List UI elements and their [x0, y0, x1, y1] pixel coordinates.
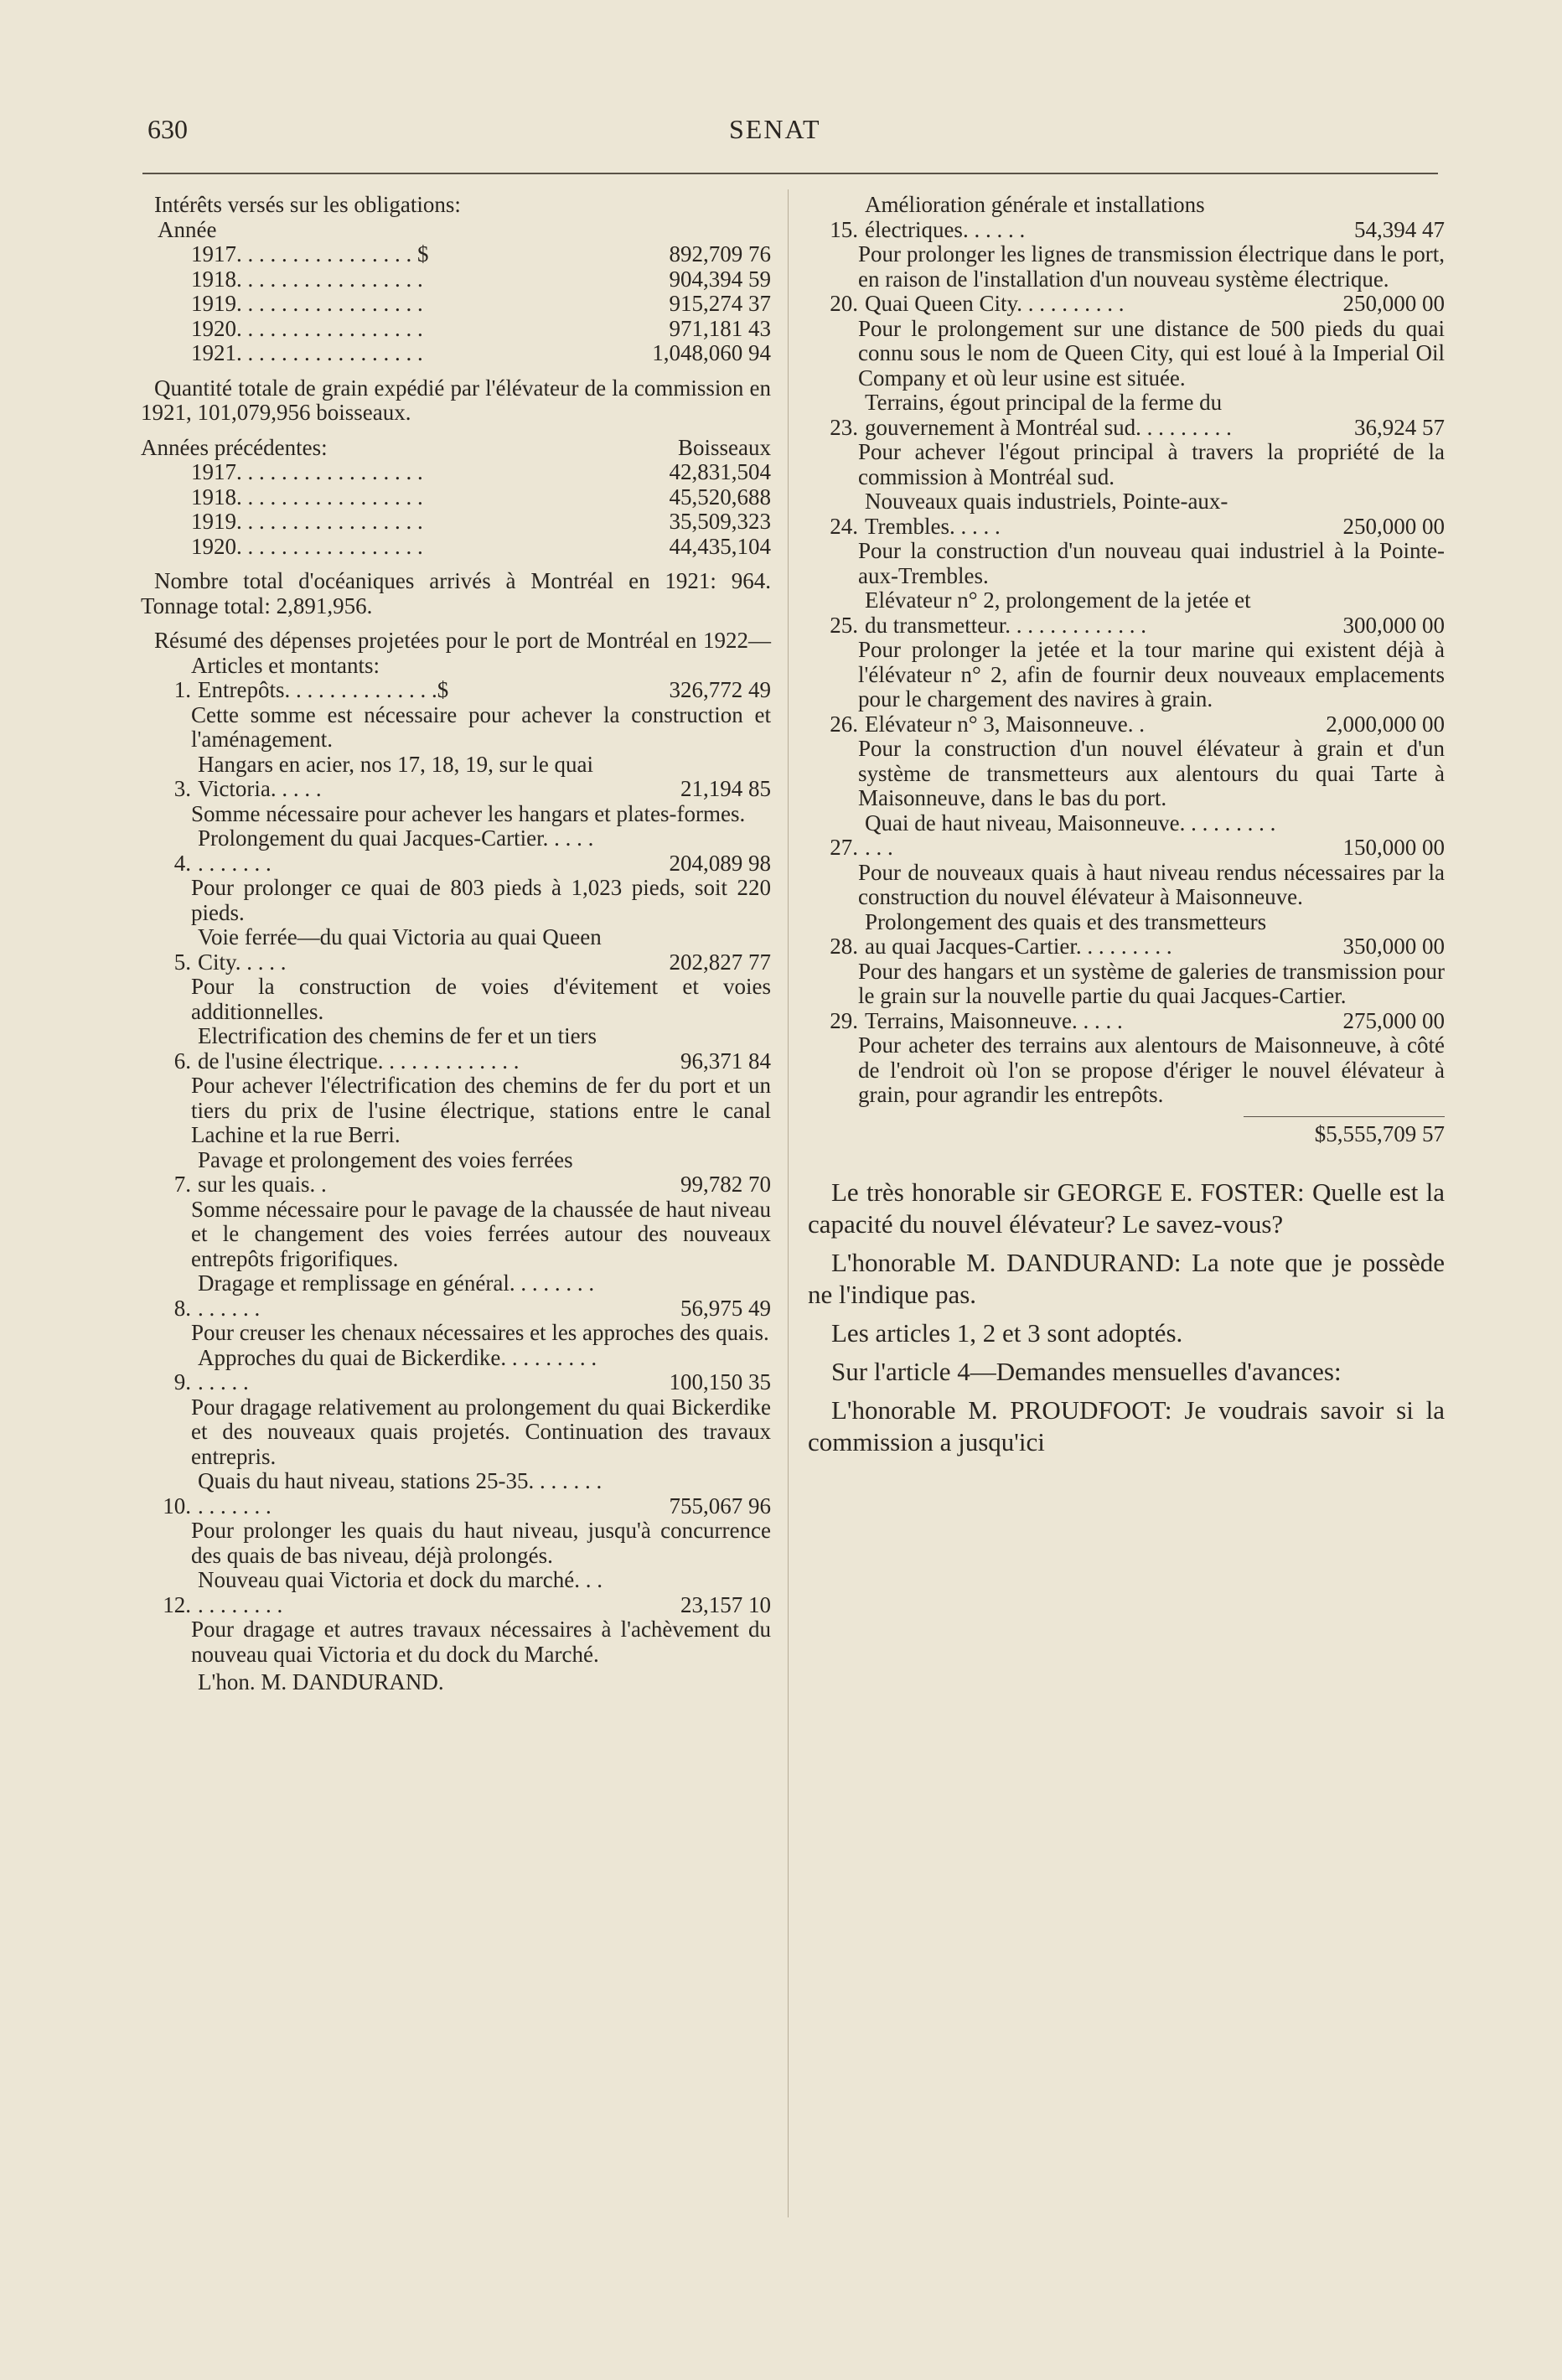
item-description: Pour achever l'électrification des chemins de fer du port et un tiers du prix de l'usine électrique, stations entre le canal Lachine et la rue Berri.: [191, 1073, 771, 1147]
table-row: 1918. . . . . . . . . . . . . . . . . 45,520,688: [191, 484, 771, 510]
list-item: 25. Elévateur n° 2, prolongement de la jetée et du transmetteur. . . . . . . . . . . . . 300,000 00: [830, 587, 1445, 638]
debate-paragraph: L'honorable M. DANDURAND: La note que je possède ne l'indique pas.: [808, 1248, 1445, 1309]
table-row: 1919. . . . . . . . . . . . . . . . . 915,274 37: [191, 291, 771, 316]
list-item: 15. Amélioration générale et installations électriques. . . . . . 54,394 47: [830, 192, 1445, 242]
table-row: 1918. . . . . . . . . . . . . . . . . 904,394 59: [191, 266, 771, 292]
column-divider: [788, 189, 789, 2217]
item-description: Pour achever l'égout principal à travers la propriété de la commission à Montréal sud.: [858, 439, 1445, 489]
item-description: Pour la construction d'un nouvel élévateur à grain et d'un système de transmetteurs aux alentours du quai Tarte à Maisonneuve, dans le bas du port.: [858, 736, 1445, 810]
table-row: 1919. . . . . . . . . . . . . . . . . 35,509,323: [191, 509, 771, 534]
header-rule: [142, 173, 1438, 174]
list-item: 8. Dragage et remplissage en général. . . . . . . . . . . . . . 56,975 49: [173, 1270, 771, 1321]
list-item: 7. Pavage et prolongement des voies ferrées sur les quais. . 99,782 70: [173, 1146, 771, 1197]
item-description: Pour creuser les chenaux nécessaires et les approches des quais.: [191, 1320, 769, 1345]
debate-paragraph: L'honorable M. PROUDFOOT: Je voudrais savoir si la commission a jusqu'ici: [808, 1395, 1445, 1456]
page-number: 630: [147, 114, 188, 144]
item-description: Somme nécessaire pour le pavage de la chaussée de haut niveau et le changement des voies ferrées autour des nouveaux entrepôts frigorifiques.: [191, 1196, 771, 1271]
item-description: Pour dragage relativement au prolongement du quai Bickerdike et des nouveaux quais projetés. Continuation des travaux entrepris.: [191, 1394, 771, 1469]
grain-header: Années précédentes: Boisseaux: [141, 434, 771, 460]
left-column: [141, 193, 771, 1695]
list-item: 12. Nouveau quai Victoria et dock du marché. . . . . . . . . . . 23,157 10: [163, 1567, 771, 1617]
grain-table: [141, 460, 771, 559]
list-item: 23. Terrains, égout principal de la ferme du gouvernement à Montréal sud. . . . . . . . . 36,924 57: [830, 390, 1445, 440]
item-description: Pour la construction d'un nouveau quai industriel à la Pointe-aux-Trembles.: [858, 538, 1445, 588]
list-item: 4. Prolongement du quai Jacques-Cartier. . . . . . . . . . . . 204,089 98: [173, 825, 771, 876]
list-item: 20. Quai Queen City. . . . . . . . . . 250,000 00: [830, 291, 1445, 316]
right-items: [808, 193, 1445, 1108]
item-description: Pour prolonger ce quai de 803 pieds à 1,023 pieds, soit 220 pieds.: [191, 875, 771, 925]
debate-paragraph: Le très honorable sir GEORGE E. FOSTER: Quelle est la capacité du nouvel élévateur? Le savez-vous?: [808, 1177, 1445, 1239]
table-row: 1920. . . . . . . . . . . . . . . . . 971,181 43: [191, 315, 771, 341]
year-label: Année: [158, 216, 217, 242]
item-description: Pour de nouveaux quais à haut niveau rendus nécessaires par la construction du nouvel élévateur à Maisonneuve.: [858, 859, 1445, 909]
item-description: Somme nécessaire pour achever les hangars et plates-formes.: [191, 800, 746, 826]
grand-total: $5,555,709 57: [1314, 1120, 1445, 1146]
list-item: 27. Quai de haut niveau, Maisonneuve. . . . . . . . . . . . 150,000 00: [830, 810, 1445, 860]
list-item: 3. Hangars en acier, nos 17, 18, 19, sur le quai Victoria. . . . . 21,194 85: [173, 751, 771, 801]
list-item: 28. Prolongement des quais et des transmetteurs au quai Jacques-Cartier. . . . . . . . . 350,000 00: [830, 908, 1445, 959]
list-item: 6. Electrification des chemins de fer et un tiers de l'usine électrique. . . . . . . . . . . . . 96,371 84: [173, 1023, 771, 1074]
table-row: 1917. . . . . . . . . . . . . . . . . 42,831,504: [191, 459, 771, 484]
item-description: Cette somme est nécessaire pour achever la construction et l'aménagement.: [191, 701, 771, 752]
page-title: SENAT: [729, 114, 821, 144]
list-item: 10. Quais du haut niveau, stations 25-35. . . . . . . . . . . . . . 755,067 96: [163, 1468, 771, 1519]
total-rule: [1244, 1116, 1445, 1117]
list-item: 1. Entrepôts. . . . . . . . . . . . . .$ 326,772 49: [173, 677, 771, 702]
table-row: 1917. . . . . . . . . . . . . . . . $ 892,709 76: [191, 241, 771, 266]
ocean-arrivals: Nombre total d'océaniques arrivés à Montréal en 1921: 964. Tonnage total: 2,891,956.: [141, 568, 771, 618]
table-row: 1920. . . . . . . . . . . . . . . . . 44,435,104: [191, 533, 771, 559]
summary-heading: Résumé des dépenses projetées pour le port de Montréal en 1922—Articles et montants:: [154, 628, 771, 678]
item-description: Pour prolonger les quais du haut niveau, jusqu'à concurrence des quais de bas niveau, déjà prolongés.: [191, 1518, 771, 1568]
left-items: [141, 678, 771, 1667]
item-description: Pour la construction de voies d'évitement et voies additionnelles.: [191, 974, 771, 1024]
item-description: Pour prolonger les lignes de transmission électrique dans le port, en raison de l'installation d'un nouveau système électrique.: [858, 241, 1445, 292]
interest-heading: Intérêts versés sur les obligations:: [154, 192, 461, 217]
debate-paragraph: Les articles 1, 2 et 3 sont adoptés.: [831, 1318, 1183, 1348]
item-description: Pour acheter des terrains aux alentours de Maisonneuve, à côté de l'endroit où l'on se propose d'ériger le nouvel élévateur à grain, pour agrandir les entrepôts.: [858, 1032, 1445, 1107]
item-description: Pour des hangars et un système de galeries de transmission pour le grain sur la nouvelle partie du quai Jacques-Cartier.: [858, 958, 1445, 1008]
list-item: 9. Approches du quai de Bickerdike. . . . . . . . . . . . . . 100,150 35: [173, 1344, 771, 1394]
item-description: Pour dragage et autres travaux nécessaires à l'achèvement du nouveau quai Victoria et du dock du Marché.: [191, 1617, 771, 1667]
signature: L'hon. M. DANDURAND.: [198, 1669, 444, 1694]
right-column: [808, 193, 1445, 1458]
list-item: 24. Nouveaux quais industriels, Pointe-aux-Trembles. . . . . 250,000 00: [830, 489, 1445, 539]
item-description: Pour prolonger la jetée et la tour marine qui existent déjà à l'élévateur n° 2, afin de fournir deux nouveaux emplacements pour le chargement des navires à grain.: [858, 637, 1445, 711]
list-item: 29. Terrains, Maisonneuve. . . . . 275,000 00: [830, 1007, 1445, 1033]
debate-paragraph: Sur l'article 4—Demandes mensuelles d'avances:: [831, 1357, 1342, 1386]
list-item: 26. Elévateur n° 3, Maisonneuve. . 2,000,000 00: [830, 711, 1445, 737]
table-row: 1921. . . . . . . . . . . . . . . . . 1,048,060 94: [191, 340, 771, 365]
item-description: Pour le prolongement sur une distance de 500 pieds du quai connu sous le nom de Queen City, qui est loué à la Imperial Oil Company et où leur usine est située.: [858, 315, 1445, 391]
grain-total: Quantité totale de grain expédié par l'élévateur de la commission en 1921, 101,079,956 boisseaux.: [141, 375, 771, 425]
list-item: 5. Voie ferrée—du quai Victoria au quai Queen City. . . . . 202,827 77: [173, 924, 771, 975]
interest-table: [141, 242, 771, 366]
